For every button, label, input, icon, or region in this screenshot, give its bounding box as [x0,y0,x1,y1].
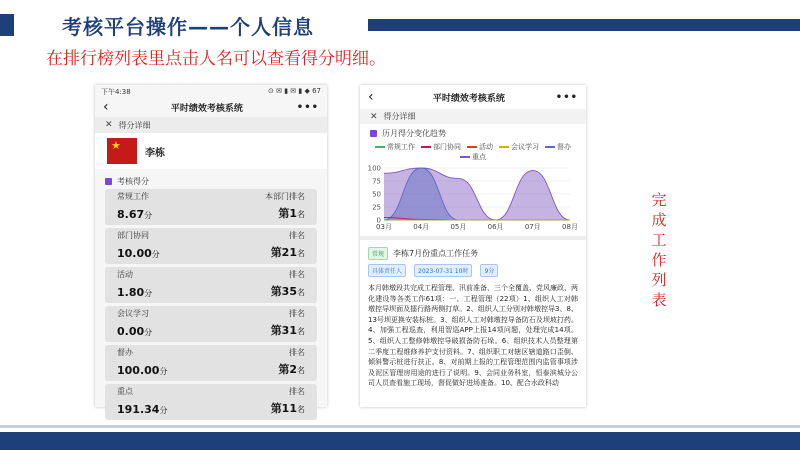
x-tick-label: 05月 [450,223,467,231]
slide-subtitle: 在排行榜列表里点击人名可以查看得分明细。 [46,49,386,69]
x-tick-label: 07月 [524,223,541,231]
trend-chart [360,162,586,234]
phone-score-detail [95,85,327,416]
legend-label: 部门协同 [433,143,461,151]
score-card[interactable] [105,345,317,381]
bottom-accent-line [0,425,800,428]
sub-header [360,109,586,124]
slide-title: 考核平台操作——个人信息 [62,15,314,39]
legend-swatch [460,156,470,158]
rank-label: 排名 [289,309,305,318]
rank-label: 排名 [289,387,305,396]
legend-label: 重点 [472,153,486,161]
rank-label: 排名 [289,231,305,240]
task-meta [360,264,586,277]
sub-header-title: 得分详细 [118,120,151,130]
task-title: 李栋7月份重点工作任务 [393,248,479,258]
x-tick-label: 06月 [487,223,504,231]
more-options-icon[interactable]: ••• [296,101,319,113]
slide-title-bar [0,14,800,39]
rank-value: 第35名 [270,285,305,298]
score-card[interactable] [105,306,317,342]
chart-head [360,126,586,140]
y-tick-label: 75 [372,177,381,186]
trend-chart-svg [360,162,586,234]
rank-label: 本部门排名 [265,192,305,201]
task-title-row[interactable] [360,244,586,262]
task-role-tag: 具体责任人 [368,264,406,277]
side-caption-char: 成 [651,211,667,229]
divider [360,236,586,240]
task-score-tag: 9分 [480,264,498,277]
task-date-tag: 2023-07-31 10时 [414,264,472,277]
rank-value: 第31名 [270,324,305,337]
legend-item[interactable] [467,142,493,152]
app-title: 平时绩效考核系统 [170,103,243,114]
legend-item[interactable] [499,142,539,152]
side-caption-char: 表 [651,291,667,309]
close-icon[interactable]: ✕ [370,111,378,122]
user-name: 李栋 [145,147,165,159]
sub-header-title: 得分详细 [383,112,416,121]
bottom-bar [0,432,800,450]
side-caption-char: 工 [651,231,667,249]
phone-task-list [360,85,586,407]
legend-item[interactable] [460,152,486,162]
score-value: 8.67分 [117,208,153,221]
back-arrow-icon[interactable]: ‹ [103,99,109,115]
score-list [95,189,327,420]
rank-label: 排名 [289,270,305,279]
score-value: 0.00分 [117,325,153,338]
section-head [95,173,327,189]
legend-swatch [375,146,385,148]
y-tick-label: 50 [372,190,381,199]
close-icon[interactable]: ✕ [105,120,113,130]
section-marker-icon [105,178,112,185]
score-value: 191.34分 [117,403,168,416]
sub-header [95,117,327,133]
rank-value: 第2名 [278,363,305,376]
score-label: 部门协同 [117,231,149,240]
chart-legend [360,142,586,162]
more-options-icon[interactable]: ••• [555,91,578,103]
score-label: 督办 [117,348,133,357]
side-caption-char: 列 [651,271,667,289]
score-card[interactable] [105,189,317,225]
back-arrow-icon[interactable]: ‹ [368,89,374,105]
legend-item[interactable] [545,142,571,152]
rank-value: 第21名 [270,246,305,259]
score-label: 常规工作 [117,192,149,201]
side-caption-char: 完 [651,191,667,209]
score-label: 活动 [117,270,133,279]
app-title: 平时绩效考核系统 [432,93,505,104]
legend-swatch [499,146,509,148]
status-time: 下午4:38 [101,88,131,96]
title-accent-block [0,14,14,36]
avatar [107,138,137,164]
app-header [95,97,327,117]
legend-label: 常规工作 [387,143,415,151]
x-tick-label: 03月 [376,223,392,231]
score-label: 会议学习 [117,309,149,318]
legend-swatch [421,146,431,148]
legend-label: 会议学习 [511,143,539,151]
rank-value: 第1名 [278,207,305,220]
status-icons: ⊙ ✉ ▮ ✉ ▮ ◆ 67 [268,87,321,95]
y-tick-label: 0 [376,216,381,225]
title-accent-bar [368,19,800,31]
task-description: 本月韩墩段共完成工程管理、汛前准备、三个全覆盖、党风廉政、两化建设等各类工作61项：一、工程管理（22项）1、组织人工对韩墩控导坝面及擂行路两侧打草。2、组织人工分别对韩墩控导3、8、13号坝更换安装标桩。3、组织人工对韩墩控导备防石及坝坡打药。4、加强工程巡查，利用智巡APP上报14项问题，处理完成14项。5、组织人工整修韩墩控导破损备防石垛。6、组织技术人员整理第二季度工程维修养护支付资料。7、组织职工对辖区辖道路口歪倒、倾斜警示桩进行扶正。8、对前期上报的工程管理范围内监管事项涉及泥区管理房用途的进行了说明。9、会同业务科室，恒泰滨城分公司人员查看施工现场，督促做好进场准备。10、配合水政科动 [368,284,578,388]
legend-swatch [545,146,555,148]
legend-item[interactable] [421,142,461,152]
section-title: 考核得分 [117,176,149,186]
score-card[interactable] [105,267,317,303]
score-label: 重点 [117,387,133,396]
star-icon: ★ [111,139,121,152]
score-value: 1.80分 [117,286,153,299]
score-value: 100.00分 [117,364,168,377]
rank-label: 排名 [289,348,305,357]
side-caption [648,190,670,310]
user-row [95,133,327,169]
legend-swatch [467,146,477,148]
legend-label: 督办 [557,143,571,151]
chart-title: 历月得分变化趋势 [382,128,446,138]
score-card[interactable] [105,228,317,264]
x-tick-label: 08月 [562,223,578,231]
y-tick-label: 100 [367,164,381,173]
rank-value: 第11名 [270,402,305,415]
legend-item[interactable] [375,142,415,152]
section-marker-icon [370,130,377,137]
y-tick-label: 25 [372,203,381,212]
x-tick-label: 04月 [413,223,430,231]
status-bar [95,85,327,97]
side-caption-char: 作 [651,251,667,269]
app-header [360,85,586,109]
score-value: 10.00分 [117,247,160,260]
score-card[interactable] [105,384,317,420]
legend-label: 活动 [479,143,493,151]
task-type-tag: 常规 [368,247,388,260]
